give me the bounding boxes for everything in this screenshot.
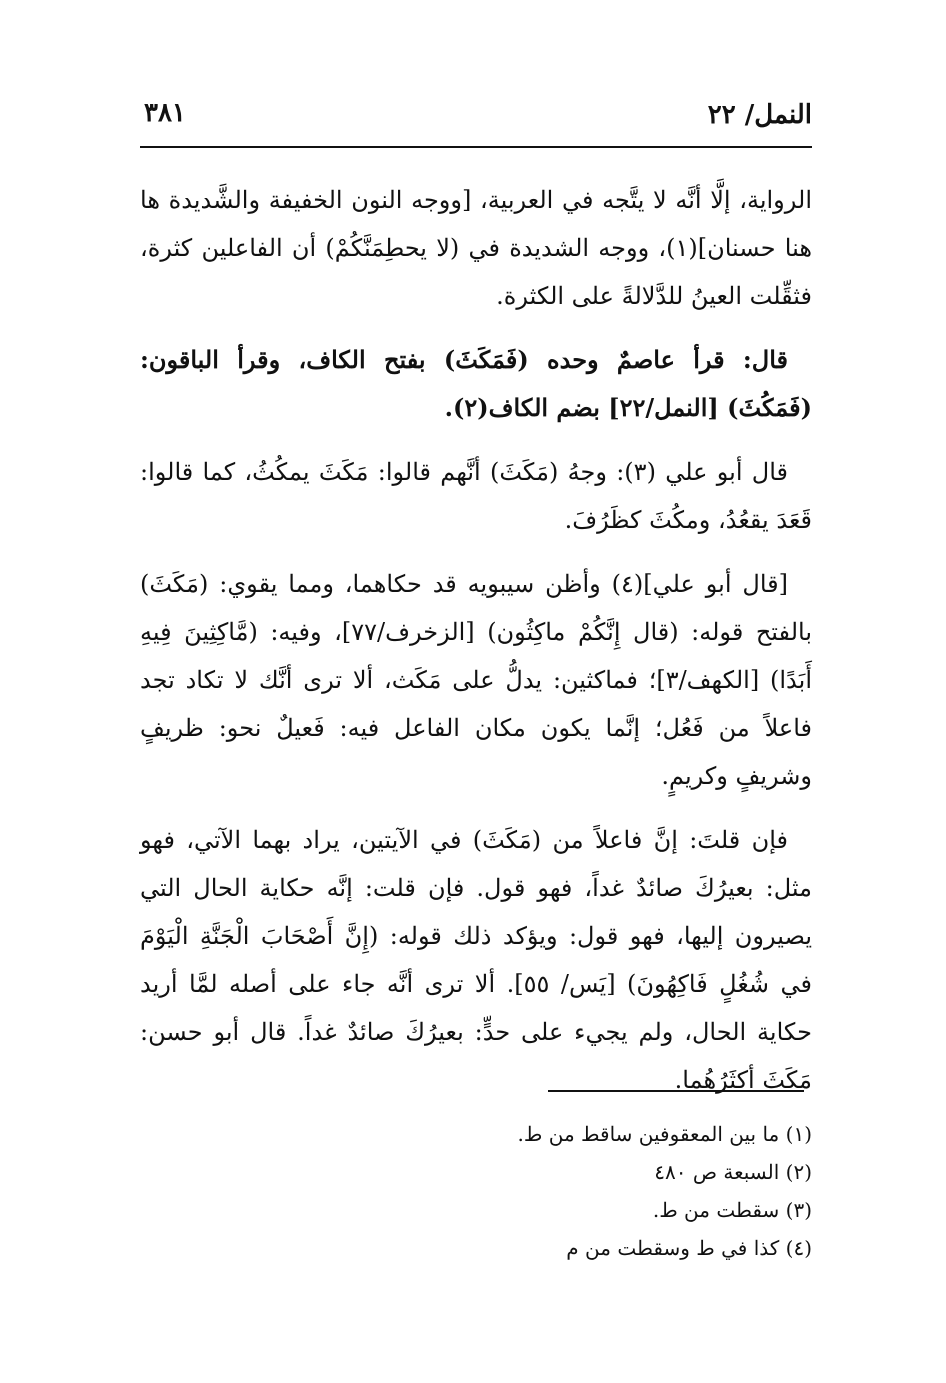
paragraph-objection: فإن قلتَ: إنَّ فاعلاً من (مَكَثَ) في الآيتين، يراد بهما الآتي، فهو مثل: بعيرُكَ صائدٌ غداً، فهو قول. فإن قلت: إنَّه حكاية الحال التي يصيرون إليها، فهو قول: ويؤكد ذلك قوله: (إِنَّ أَصْحَابَ الْجَنَّةِ الْيَوْمَ في شُغُلٍ فَاكِهُونَ) [يَس/ ٥٥]. ألا ترى أنَّه جاء على أصله لمَّا أريد حكاية الحال، ولم يجيء على حدٍّ: بعيرُكَ صائدٌ غداً. قال أبو حسن: مَكَثَ أكثَرُهُما. <box>140 826 812 1094</box>
header-rule <box>140 146 812 148</box>
footnote-1: (١) ما بين المعقوفين ساقط من ط. <box>517 1122 812 1146</box>
footnote-4: (٤) كذا في ط وسقطت من م <box>566 1236 812 1260</box>
footnote-3: (٣) سقطت من ط. <box>652 1198 812 1222</box>
surah-reference: النمل/ ٢٢ <box>707 100 812 130</box>
paragraph-reading-note: قال: قرأ عاصمٌ وحده (فَمَكَثَ) بفتح الكاف، وقرأ الباقون: (فَمَكُثَ) [النمل/٢٢] بضم الكاف(٢). <box>140 345 812 422</box>
running-header <box>140 98 812 138</box>
page-number: ٣٨١ <box>144 98 186 128</box>
footnote-2: (٢) السبعة ص ٤٨٠ <box>654 1160 812 1184</box>
paragraph-continuation: الرواية، إلَّا أنَّه لا يتَّجه في العربية، [ووجه النون الخفيفة والشَّديدة ها هنا حسنان](١)، ووجه الشديدة في (لا يحطِمَنَّكُمْ) أن الفاعلين كثرة، فثقِّلت العينُ للدَّلالةً على الكثرة. <box>140 186 812 310</box>
footnotes <box>140 1115 812 1267</box>
paragraph-sibawayh: [قال أبو علي](٤) وأظن سيبويه قد حكاهما، ومما يقوي: (مَكَثَ) بالفتح قوله: (قال إِنَّكُمْ ماكِثُون) [الزخرف/٧٧]، وفيه: (مَّاكِثِينَ فِيهِ أَبَدًا) [الكهف/٣]؛ فماكثين: يدلُّ على مَكَث، ألا ترى أنَّك لا تكاد تجد فاعلاً من فَعُل؛ إنَّما يكون مكان الفاعل فيه: فَعيلٌ نحو: ظريفٍ وشريفٍ وكريمٍ. <box>140 570 812 790</box>
paragraph-abu-ali: قال أبو علي (٣): وجهُ (مَكَثَ) أنَّهم قالوا: مَكَثَ يمكُثُ، كما قالوا: قَعَدَ يقعُدُ، ومكُثَ كظَرُفَ. <box>140 458 812 534</box>
main-text <box>140 176 812 1120</box>
footnote-separator <box>548 1090 804 1092</box>
